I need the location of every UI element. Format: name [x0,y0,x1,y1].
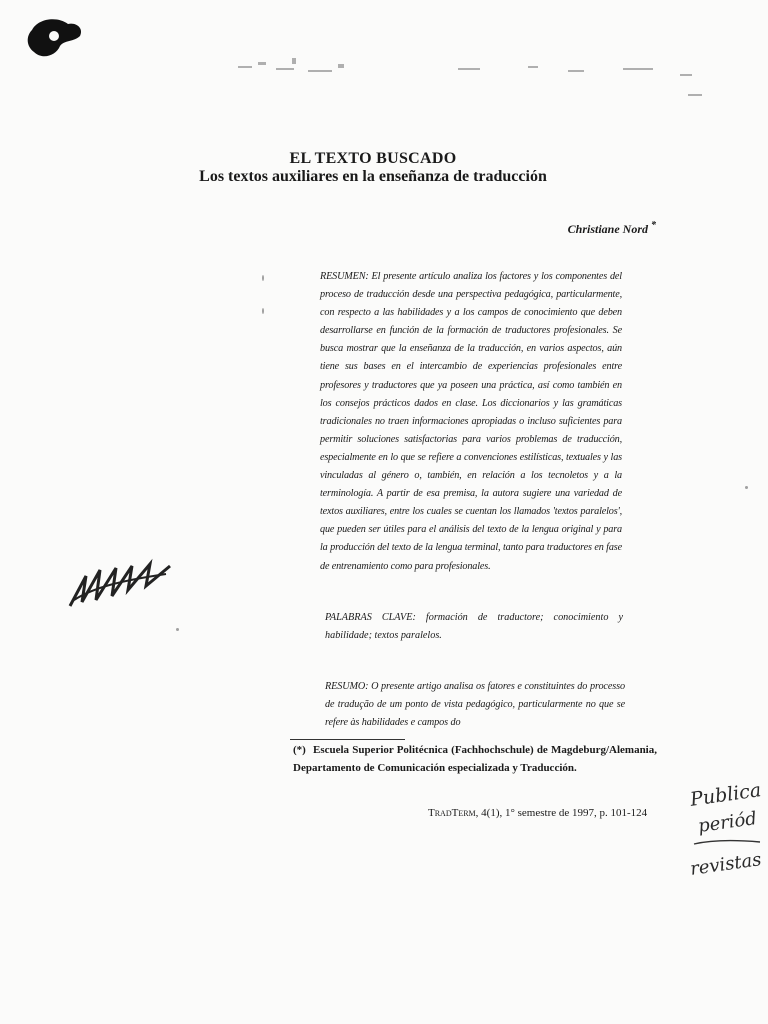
abstract-portuguese: RESUMO: O presente artigo analisa os fatores e constituintes do processo de tradução de um ponto de vista pedagógico, particularmente no que se refere às habilidades e campos do [325,681,625,728]
page-subtitle: Los textos auxiliares en la enseñanza de traducción [199,168,547,185]
scan-noise-top [228,48,748,108]
handwritten-note-line-1: Publica [688,779,763,811]
journal-citation [428,807,647,819]
journal-name: TradTerm [428,807,476,819]
scan-speck [745,486,748,489]
page-title: EL TEXTO BUSCADO [289,150,457,167]
footnote-divider [290,739,405,740]
scan-speck [176,628,179,631]
scan-speck [262,308,264,314]
footnote-mark: (*) [293,744,306,756]
footnote-text: Escuela Superior Politécnica (Fachhochschule) de Magdeburg/Alemania, Departamento de Comunicación especializada y Traducción. [293,744,657,774]
abstract-spanish-text: RESUMEN: El presente artículo analiza los factores y los componentes del proceso de traducción desde una perspectiva pedagógica, particularmente, con respecto a las habilidades y a los campos de conocimiento que deben desarrollarse en función de la formación de traductores profesionales. Se busca mostrar que la enseñanza de la traducción, en varios aspectos, aún tiene sus bases en el intercambio de experiencias profesionales entre profesores y traductores que ya poseen una práctica, así como también en los consejos prácticos dados en clase. Los diccionarios y las gramáticas tradicionales no traen informaciones apropiadas o incluso suficientes para permitir soluciones satisfactorias para varios problemas de traducción, especialmente en lo que se refiere a convenciones estilísticas, textuales y las vinculadas al género o, también, en relación a los tecnoletos y a la terminología. A partir de esa premisa, la autora sugiere una variedad de textos auxiliares, entre los cuales se cuentan los llamados 'textos paralelos', que pueden ser útiles para el análisis del texto de la lengua original y para la producción del texto de la lengua terminal, tanto para traductores en fase de entrenamiento como para profesionales. [320,271,622,572]
keywords: PALABRAS CLAVE: formación de traductore; conocimiento y habilidade; textos paralelos. [325,612,623,641]
scan-speck [262,275,264,281]
author-footnote-mark: * [651,220,656,231]
citation-details: , 4(1), 1° semestre de 1997, p. 101-124 [475,807,648,819]
handwritten-note-line-3: revistas [688,849,763,880]
footnote [293,742,657,777]
handwritten-underline [692,838,762,846]
author-name [568,220,656,237]
author-label: Christiane Nord [567,222,648,236]
handwritten-scribble [66,556,176,612]
abstract-spanish [320,268,622,576]
scan-blot [24,16,86,62]
handwritten-note-line-2: periód [696,808,759,837]
